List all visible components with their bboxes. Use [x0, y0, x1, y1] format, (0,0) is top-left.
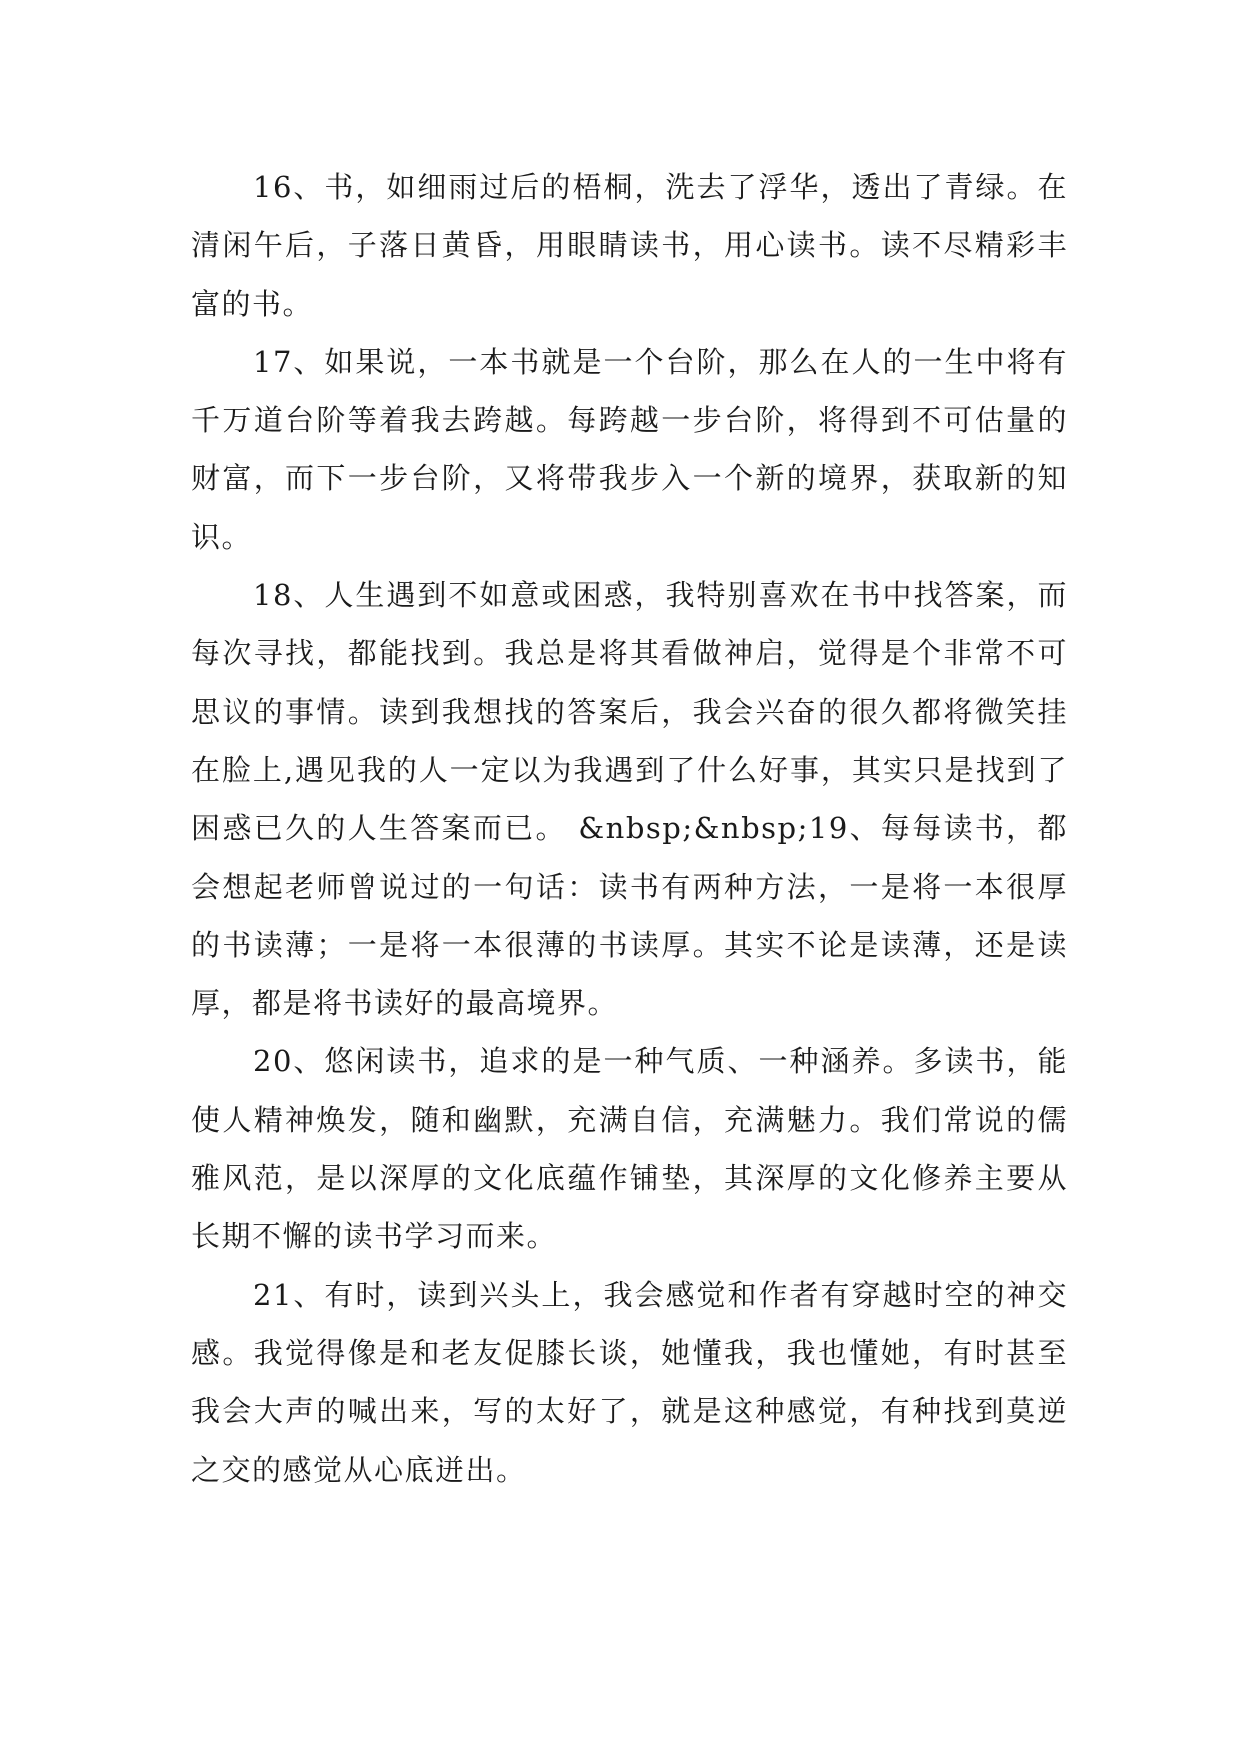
paragraph-18-19: 18、人生遇到不如意或困惑，我特别喜欢在书中找答案，而每次寻找，都能找到。我总是将其看做神启，觉得是个非常不可思议的事情。读到我想找的答案后，我会兴奋的很久都将微笑挂在脸上,遇见我的人一定以为我遇到了什么好事，其实只是找到了困惑已久的人生答案而已。 &nbsp;&nbsp;19、每每读书，都会想起老师曾说过的一句话：读书有两种方法，一是将一本很厚的书读薄；一是将一本很薄的书读厚。其实不论是读薄，还是读厚，都是将书读好的最高境界。 [191, 578, 1068, 1021]
paragraph-17: 17、如果说，一本书就是一个台阶，那么在人的一生中将有千万道台阶等着我去跨越。每跨越一步台阶，将得到不可估量的财富，而下一步台阶，又将带我步入一个新的境界，获取新的知识。 [191, 344, 1068, 554]
paragraph-16: 16、书，如细雨过后的梧桐，洗去了浮华，透出了青绿。在清闲午后，子落日黄昏，用眼睛读书，用心读书。读不尽精彩丰富的书。 [191, 170, 1068, 321]
paragraph-21: 21、有时，读到兴头上，我会感觉和作者有穿越时空的神交感。我觉得像是和老友促膝长谈，她懂我，我也懂她，有时甚至我会大声的喊出来，写的太好了，就是这种感觉，有种找到莫逆之交的感觉从心底迸出。 [191, 1277, 1068, 1487]
document-body [191, 158, 1068, 1499]
paragraph-20: 20、悠闲读书，追求的是一种气质、一种涵养。多读书，能使人精神焕发，随和幽默，充满自信，充满魅力。我们常说的儒雅风范，是以深厚的文化底蕴作铺垫，其深厚的文化修养主要从长期不懈的读书学习而来。 [191, 1044, 1068, 1254]
